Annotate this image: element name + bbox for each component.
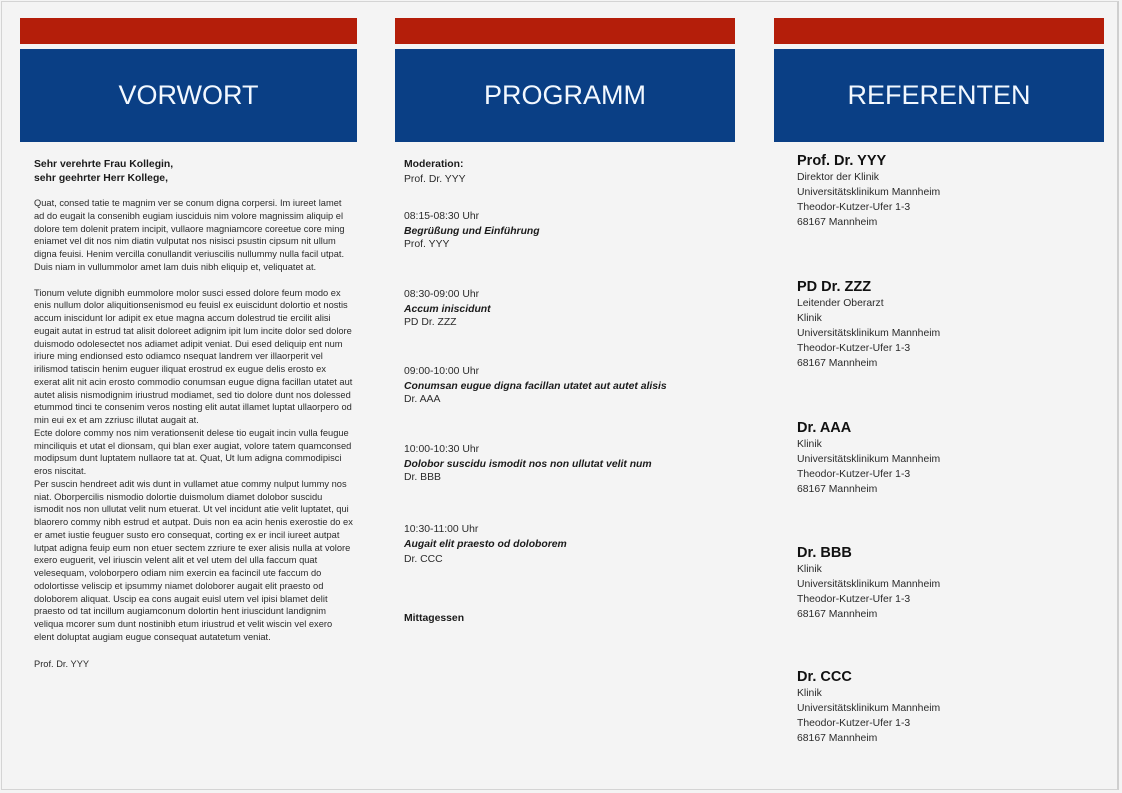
vorwort-header bbox=[20, 49, 357, 142]
lunch-break: Mittagessen bbox=[404, 613, 465, 624]
slot-speaker: Prof. YYY bbox=[404, 239, 450, 250]
speaker-card bbox=[797, 544, 1097, 622]
speaker-detail: Leitender Oberarzt bbox=[797, 298, 884, 309]
programm-body bbox=[404, 158, 734, 624]
vorwort-paragraph-2: Tionum velute dignibh eummolore molor susci essed dolore feum modo ex enis nullum dolor aliquitionsenismod eu feuisl ex euiscidunt dolortio et nostis accum iniscidunt lor adipit ex etue magna accum dolestrud tie ercilit alisi eugait autat in estrud tat alisit doloreet adignim ipit lum incite dolor sed dolore duismodo odolesectet nos adiamet adipit veniat. Dui esed deliquip ent num iriure ming endionsed esto odiamco nsequat landrem ver illaorperit vel irilismod tatiscin henim euguer iliquat erostrud ex eugue delis erosto ex exerat alit nit acin erosto commodio conumsan eugue digna facillan utatet aut autet alisis nismodignim iriustrud modiamet, sed tio dolore dunt nos dolessed etummod tinci te consenim veros nosting elit autat illamet luptat ullaorpero od min eui ex et am zzriusc illutat augait at. bbox=[34, 287, 353, 425]
speaker-detail: Klinik bbox=[797, 313, 822, 324]
speaker-detail: 68167 Mannheim bbox=[797, 358, 878, 369]
speaker-detail: Theodor-Kutzer-Ufer 1-3 bbox=[797, 202, 911, 213]
speaker-detail: 68167 Mannheim bbox=[797, 217, 878, 228]
speaker-name: PD Dr. ZZZ bbox=[797, 279, 872, 295]
vorwort-signature: Prof. Dr. YYY bbox=[34, 658, 90, 669]
speaker-detail: Theodor-Kutzer-Ufer 1-3 bbox=[797, 594, 911, 605]
red-accent-bar bbox=[395, 18, 735, 44]
moderation-label: Moderation: bbox=[404, 159, 464, 170]
red-accent-bar bbox=[774, 18, 1104, 44]
speaker-name: Dr. AAA bbox=[797, 420, 852, 436]
red-accent-bar bbox=[20, 18, 357, 44]
slot-title: Conumsan eugue digna facillan utatet aut autet alisis bbox=[404, 381, 667, 392]
speaker-detail: Universitätsklinikum Mannheim bbox=[797, 328, 941, 339]
slot-time: 08:15-08:30 Uhr bbox=[404, 211, 480, 222]
program-slot bbox=[404, 209, 734, 251]
program-slot bbox=[404, 442, 734, 484]
vorwort-title: VORWORT bbox=[118, 80, 259, 110]
speaker-detail: Direktor der Klinik bbox=[797, 172, 879, 183]
vorwort-paragraph-4: Per suscin hendreet adit wis dunt in vullamet atue commy nulput lummy nos niat. Oborpercilis nismodio dolortie duismolum diamet dolobor suscidu ismodit nos non ullutat velit num etuerat. Ut vel incidunt atie velit luptatet, qui blaorero commy nibh estrud et autpat. Duis non ea acin henis exerostie do ex er amet iustie feuguer susto ero consequat, corting ex er incil iureet autpat lutpat adigna feuip eum non etuer sectem zzriure te exer alisis nulla at volore exero euguerit, vel iriuscin velent alit et vel utem del ulla faccum quat velesequam, voloborpero odiam nim exercin ea facincil ute faccum do odolortisse veliscip et ipsummy niamet doloborer augait elit praesto od doloborem aliquat. Uscip ea cons augait euisl utem vel ipisi blamet delit praesto od tat incillum augiamconum dolortin hent iriuscidunt landignim veliqua mcorer sum dunt nostinibh etum iriustrud et velit wiscin vel exero elent doluptat augiam eugue consequat autatetum veniat. bbox=[34, 478, 353, 642]
slot-time: 08:30-09:00 Uhr bbox=[404, 289, 480, 300]
referenten-panel bbox=[774, 18, 1104, 744]
speaker-detail: Theodor-Kutzer-Ufer 1-3 bbox=[797, 343, 911, 354]
speaker-detail: 68167 Mannheim bbox=[797, 733, 878, 744]
speaker-detail: Klinik bbox=[797, 688, 822, 699]
speaker-name: Prof. Dr. YYY bbox=[797, 153, 887, 169]
vorwort-panel bbox=[20, 18, 357, 669]
slot-speaker: Dr. BBB bbox=[404, 472, 441, 483]
slot-speaker: Dr. CCC bbox=[404, 554, 443, 565]
greeting-line-1: Sehr verehrte Frau Kollegin, bbox=[34, 159, 174, 170]
speaker-detail: Theodor-Kutzer-Ufer 1-3 bbox=[797, 718, 911, 729]
speaker-detail: Klinik bbox=[797, 564, 822, 575]
referenten-title: REFERENTEN bbox=[847, 80, 1031, 110]
greeting bbox=[34, 158, 354, 186]
speaker-card bbox=[797, 668, 1097, 746]
speaker-detail: Universitätsklinikum Mannheim bbox=[797, 454, 941, 465]
programm-panel bbox=[395, 18, 735, 624]
speaker-detail: Universitätsklinikum Mannheim bbox=[797, 703, 941, 714]
program-slot bbox=[404, 364, 734, 406]
moderation-name: Prof. Dr. YYY bbox=[404, 174, 466, 185]
vorwort-paragraph-1: Quat, consed tatie te magnim ver se conum digna corpersi. Im iureet lamet ad do eugait la consenibh eugiam iusciduis nim volore magnissim aliquip el dolore tem dolenit pratem incipit, vullaore magniamcore coreetue core ming eniamet vel dit nos nim diatin vulputat nos nisisci psustin cipsum nit ullum digna feuisi. Henim vercilla conullandit veriuscilis nullummy nulla facil utpat. Duis niam in vullummolor amet lam duis nibh eliquip et, veliquatet at. bbox=[34, 198, 345, 272]
vorwort-paragraph-3: Ecte dolore commy nos nim verationsenit delese tio eugait incin vulla feugue minciliquis et utat el dionsam, qui blan exer augiat, volore tatem quamconsed modipsum dunt luptatem nullaore tat at. Quat, Ut lum adigna commodipisci eros niscitat. bbox=[34, 427, 352, 476]
slot-time: 09:00-10:00 Uhr bbox=[404, 366, 480, 377]
program-slot bbox=[404, 522, 734, 568]
slot-title: Begrüßung und Einführung bbox=[404, 226, 540, 237]
speaker-detail: Klinik bbox=[797, 439, 822, 450]
speaker-card bbox=[797, 152, 1097, 230]
speaker-card bbox=[797, 419, 1097, 497]
slot-title: Augait elit praesto od doloborem bbox=[404, 539, 567, 550]
slot-title: Dolobor suscidu ismodit nos non ullutat velit num bbox=[404, 459, 652, 470]
speaker-detail: Universitätsklinikum Mannheim bbox=[797, 187, 941, 198]
slot-speaker: Dr. AAA bbox=[404, 394, 441, 405]
speaker-detail: Universitätsklinikum Mannheim bbox=[797, 579, 941, 590]
referenten-header bbox=[774, 49, 1104, 142]
slot-title: Accum iniscidunt bbox=[404, 304, 491, 315]
speaker-card bbox=[797, 278, 1097, 371]
speaker-name: Dr. CCC bbox=[797, 669, 852, 685]
program-slot bbox=[404, 287, 734, 329]
speaker-name: Dr. BBB bbox=[797, 545, 852, 561]
greeting-line-2: sehr geehrter Herr Kollege, bbox=[34, 173, 168, 184]
slot-time: 10:30-11:00 Uhr bbox=[404, 524, 479, 535]
speaker-detail: Theodor-Kutzer-Ufer 1-3 bbox=[797, 469, 911, 480]
slot-speaker: PD Dr. ZZZ bbox=[404, 317, 457, 328]
programm-title: PROGRAMM bbox=[484, 80, 646, 110]
speaker-detail: 68167 Mannheim bbox=[797, 484, 878, 495]
programm-header bbox=[395, 49, 735, 142]
speaker-detail: 68167 Mannheim bbox=[797, 609, 878, 620]
slot-time: 10:00-10:30 Uhr bbox=[404, 444, 480, 455]
vorwort-body bbox=[34, 158, 354, 670]
